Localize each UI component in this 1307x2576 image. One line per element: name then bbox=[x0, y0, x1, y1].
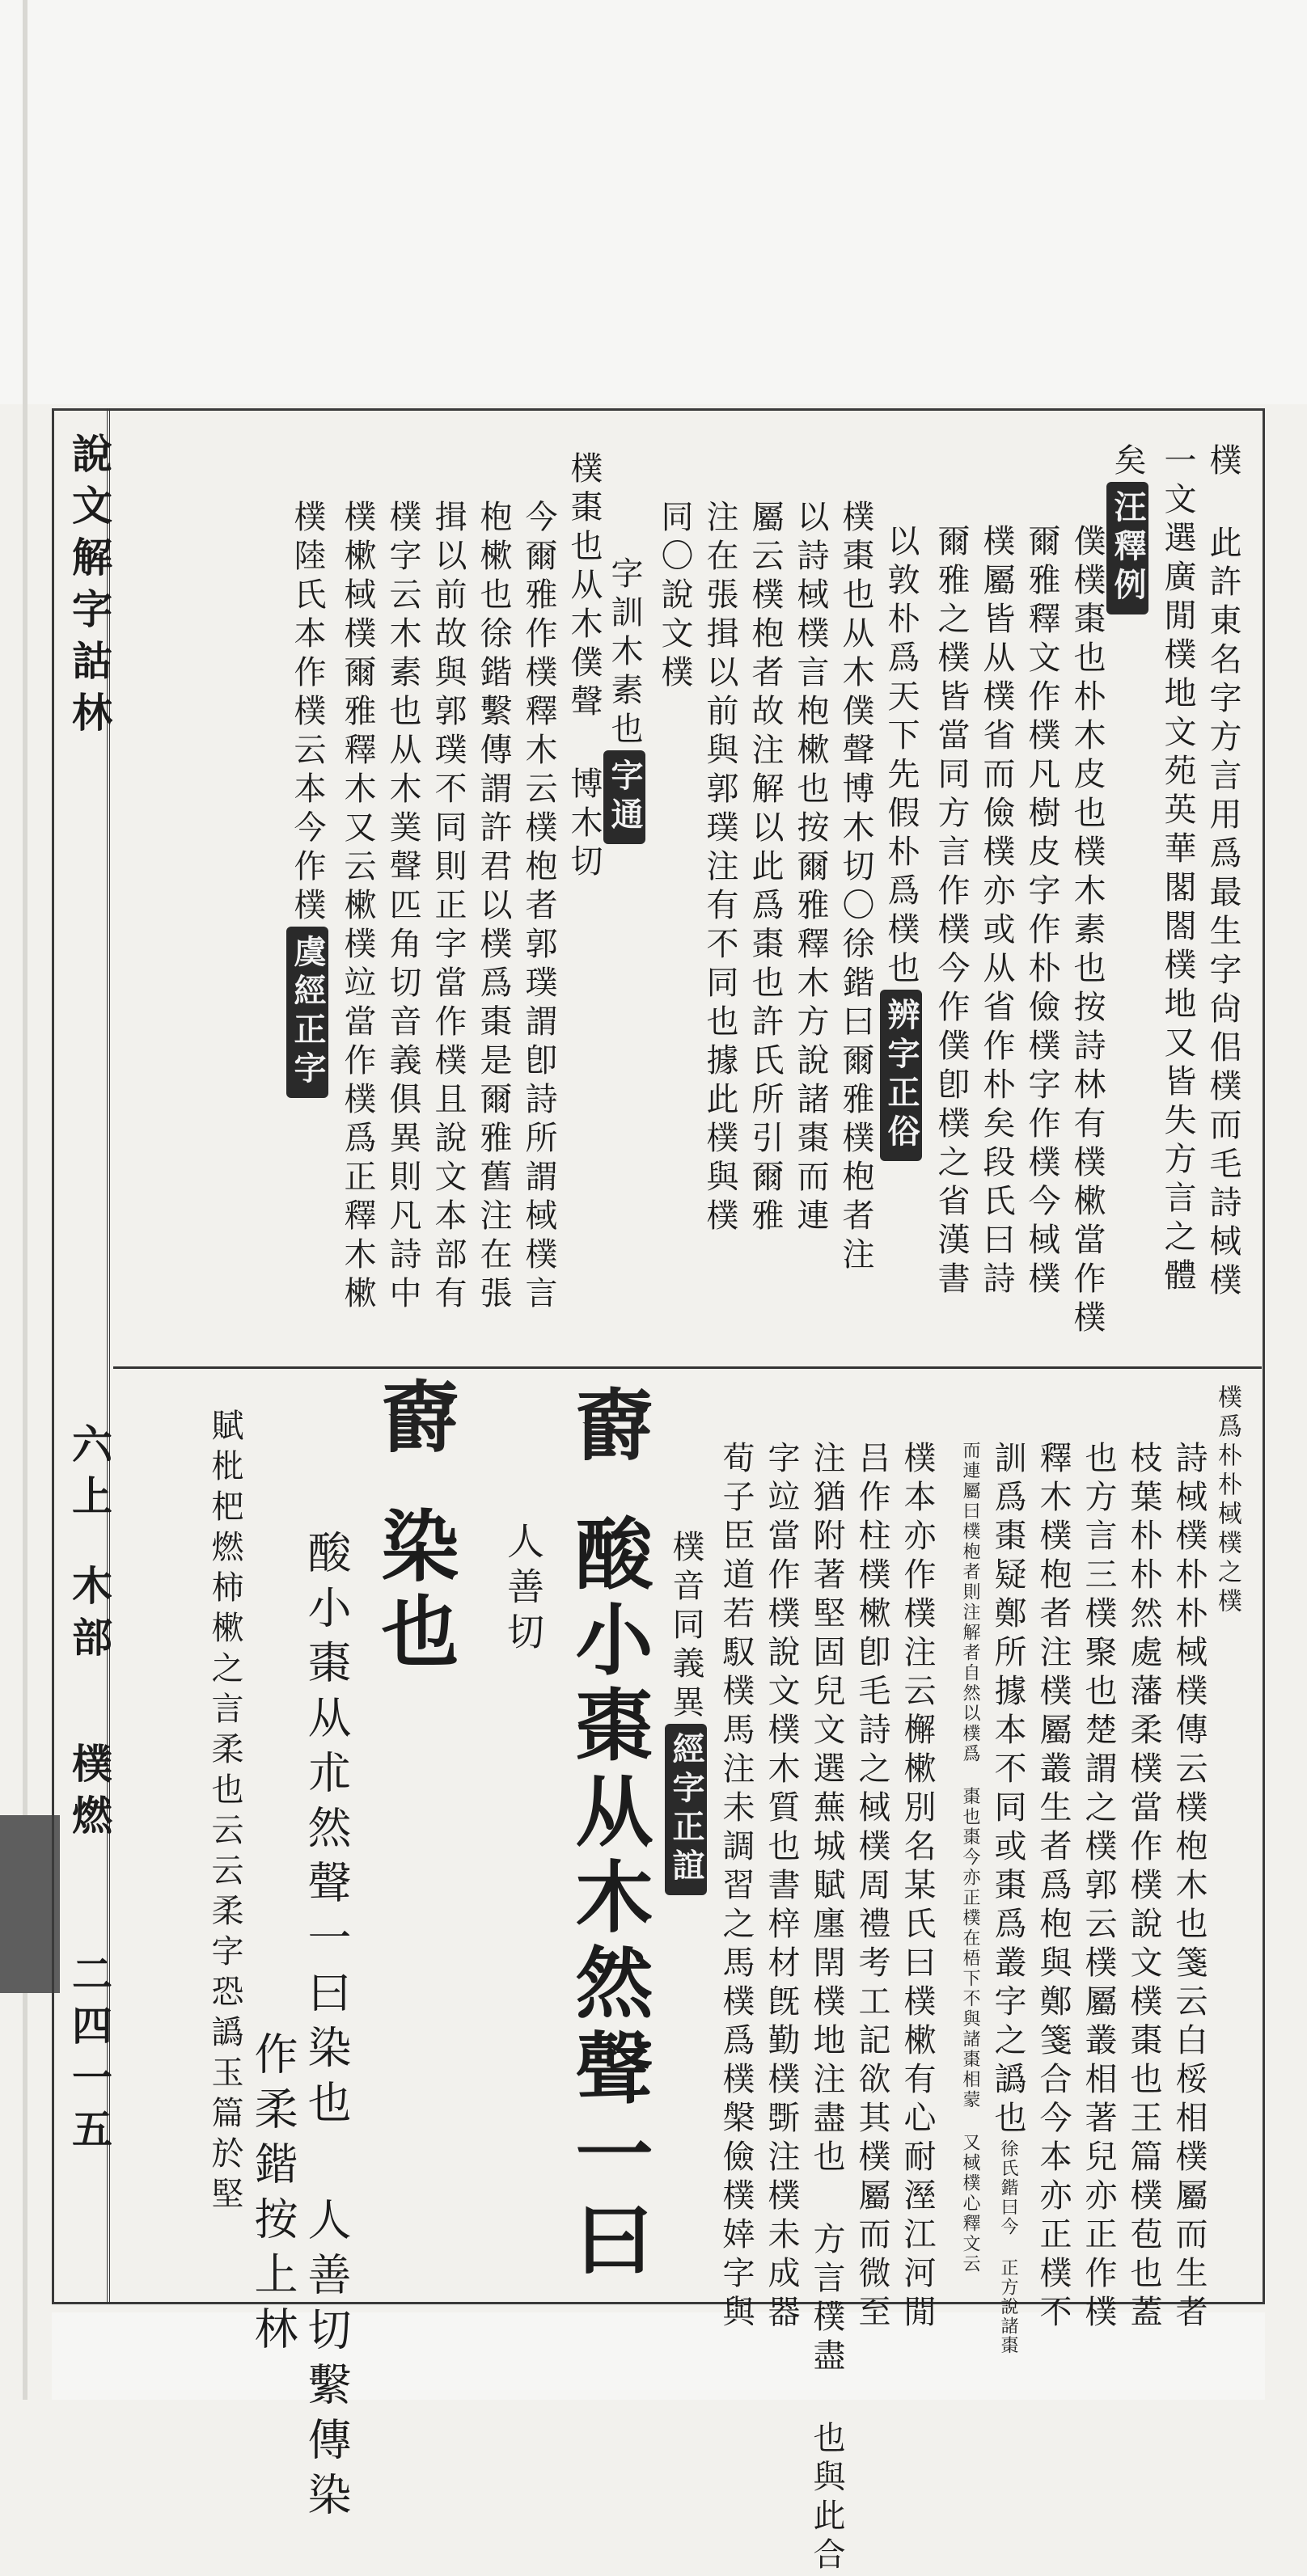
text-column: 枝葉朴朴然處藩柔樸當作樸說文樸棗也王篇樸苞也蓋 bbox=[1125, 1441, 1162, 2333]
text-column: 樸樕棫樸爾雅釋木又云樕樸竝當作樸爲正釋木樕 bbox=[339, 500, 376, 1315]
text-column: 屬云樸枹者故注解以此爲棗也許氏所引爾雅 bbox=[747, 500, 784, 1237]
page-number: 二四一五 bbox=[66, 1953, 113, 2160]
text-column bbox=[286, 500, 328, 1098]
text-span: 矣 bbox=[1109, 443, 1146, 482]
text-column: 賦枇杷燃柿樕之言柔也云云柔字恐譌玉篇於堅 bbox=[206, 1408, 243, 2217]
source-tag: 經字正誼 bbox=[665, 1724, 707, 1895]
text-column bbox=[989, 1441, 1026, 2355]
text-column bbox=[603, 556, 645, 844]
seal-character: 𣝣 bbox=[369, 1376, 459, 1470]
text-column: 吕作柱樸樕卽毛詩之棫樸周禮考工記欲其樸屬而微至 bbox=[853, 1441, 890, 2333]
text-column: 樸屬皆从樸省而儉樸亦或从省作朴矣段氏曰詩 bbox=[978, 524, 1015, 1300]
text-column: 枹樕也徐鍇繫傳謂許君以樸爲棗是爾雅舊注在張 bbox=[475, 500, 512, 1315]
seal-character: 𣝣 bbox=[563, 1384, 654, 1478]
text-column: 釋木樸枹者注樸屬叢生者爲枹與鄭箋合今本亦正樸不 bbox=[1034, 1441, 1072, 2333]
text-span: 以敦朴爲天下先假朴爲樸也 bbox=[882, 524, 920, 990]
text-column bbox=[665, 1530, 707, 1895]
source-tag: 辨字正俗 bbox=[880, 990, 922, 1161]
text-column: 一文選廣閒樸地文苑英華閣閤樸地又皆失方言之體 bbox=[1159, 443, 1196, 1297]
fanqie-reading: 人善切 bbox=[501, 1522, 545, 1658]
section-label: 木部 bbox=[66, 1565, 113, 1668]
text-column: 樸棗也从木僕聲 博木切 bbox=[565, 451, 603, 883]
text-span: 樸音同義異 bbox=[667, 1530, 704, 1724]
book-binding-strip bbox=[23, 0, 27, 2400]
text-span: 樸陸氏本作樸云本今作樸 bbox=[289, 500, 326, 927]
text-column: 酸小棗从朮然聲一曰染也 人善切繫傳染 bbox=[301, 1530, 352, 2527]
text-column: 揖以前故與郭璞不同則正字當作樸且說文本部有 bbox=[429, 500, 467, 1315]
headword-large: 染也 bbox=[369, 1505, 460, 1677]
source-tag: 虞經正字 bbox=[286, 927, 328, 1098]
text-column bbox=[1106, 443, 1148, 614]
upper-section bbox=[113, 411, 1262, 1369]
binding-tab bbox=[0, 1815, 60, 1993]
text-column: 荀子臣道若馭樸馬注未調習之馬樸爲樸槃儉樸婞字與 bbox=[717, 1441, 755, 2333]
source-tag: 字通 bbox=[603, 750, 645, 844]
lower-section bbox=[113, 1368, 1262, 2576]
text-span: 字訓木素也 bbox=[606, 556, 643, 750]
text-column: 也方言三樸聚也楚謂之樸郭云樸屬叢相著兒亦正作樸 bbox=[1080, 1441, 1117, 2333]
source-tag: 汪釋例 bbox=[1106, 482, 1148, 614]
text-column: 僕樸棗也朴木皮也樸木素也按詩林有樸樕當作樸 bbox=[1068, 524, 1106, 1339]
text-column: 爾雅釋文作樸凡樹皮字作朴儉樸字作樸今棫樸 bbox=[1023, 524, 1060, 1300]
text-column: 樸棗也从木僕聲博木切〇徐鍇曰爾雅樸枹者注 bbox=[837, 500, 874, 1276]
text-column: 爾雅之樸皆當同方言作樸今作僕卽樸之省漢書 bbox=[933, 524, 970, 1300]
text-column: 樸本亦作樸注云檞樕別名某氏曰樸樕有心耐溼江河閒 bbox=[899, 1441, 936, 2333]
volume-label: 六上 bbox=[66, 1423, 113, 1527]
page-margin bbox=[52, 408, 113, 2304]
entry-chars-label: 樸燃 bbox=[66, 1742, 113, 1846]
inline-note: 徐氏鍇曰今 正方說諸棗 bbox=[998, 2139, 1018, 2355]
text-column bbox=[880, 524, 922, 1161]
text-column-note: 而連屬曰樸枹者則注解者自然以樸爲 棗也棗今亦正樸在梧下不與諸棗相蒙 又棫樸心釋文云 bbox=[960, 1441, 980, 2274]
text-column: 作柔鍇按上林 bbox=[247, 2031, 298, 2361]
text-column: 樸字云木素也从木菐聲匹角切音義俱異則凡詩中 bbox=[384, 500, 421, 1315]
text-column: 同〇說文樸 bbox=[656, 500, 693, 694]
scan-background-top bbox=[0, 0, 1307, 404]
text-column: 注在張揖以前與郭璞注有不同也據此樸與樸 bbox=[701, 500, 738, 1237]
text-column: 字竝當作樸說文樸木質也書梓材旣勤樸斲注樸未成器 bbox=[763, 1441, 800, 2333]
text-column: 注猶附著堅固兒文選蕪城賦廛閈樸地注盡也 方言樸盡 也與此合 bbox=[808, 1441, 845, 2576]
text-column: 今爾雅作樸釋木云樸枹者郭璞謂卽詩所謂棫樸言 bbox=[520, 500, 557, 1315]
text-column: 以詩棫樸言枹樕也按爾雅釋木方說諸棗而連 bbox=[792, 500, 829, 1237]
text-column: 樸 此許東名字方言用爲最生字尙佀樸而毛詩棫樸 bbox=[1204, 443, 1241, 1302]
text-column: 詩棫樸朴朴棫樸傳云樸枹木也箋云白桵相樸屬而生者 bbox=[1170, 1441, 1208, 2333]
definition-large: 酸小棗从木然聲一曰 bbox=[563, 1514, 654, 2285]
text-column: 樸爲朴朴棫樸之樸 bbox=[1213, 1384, 1241, 1617]
book-title: 說文解字詁林 bbox=[66, 433, 113, 743]
text-span: 訓爲棗疑鄭所據本不同或棗爲叢字之譌也 bbox=[989, 1441, 1026, 2139]
